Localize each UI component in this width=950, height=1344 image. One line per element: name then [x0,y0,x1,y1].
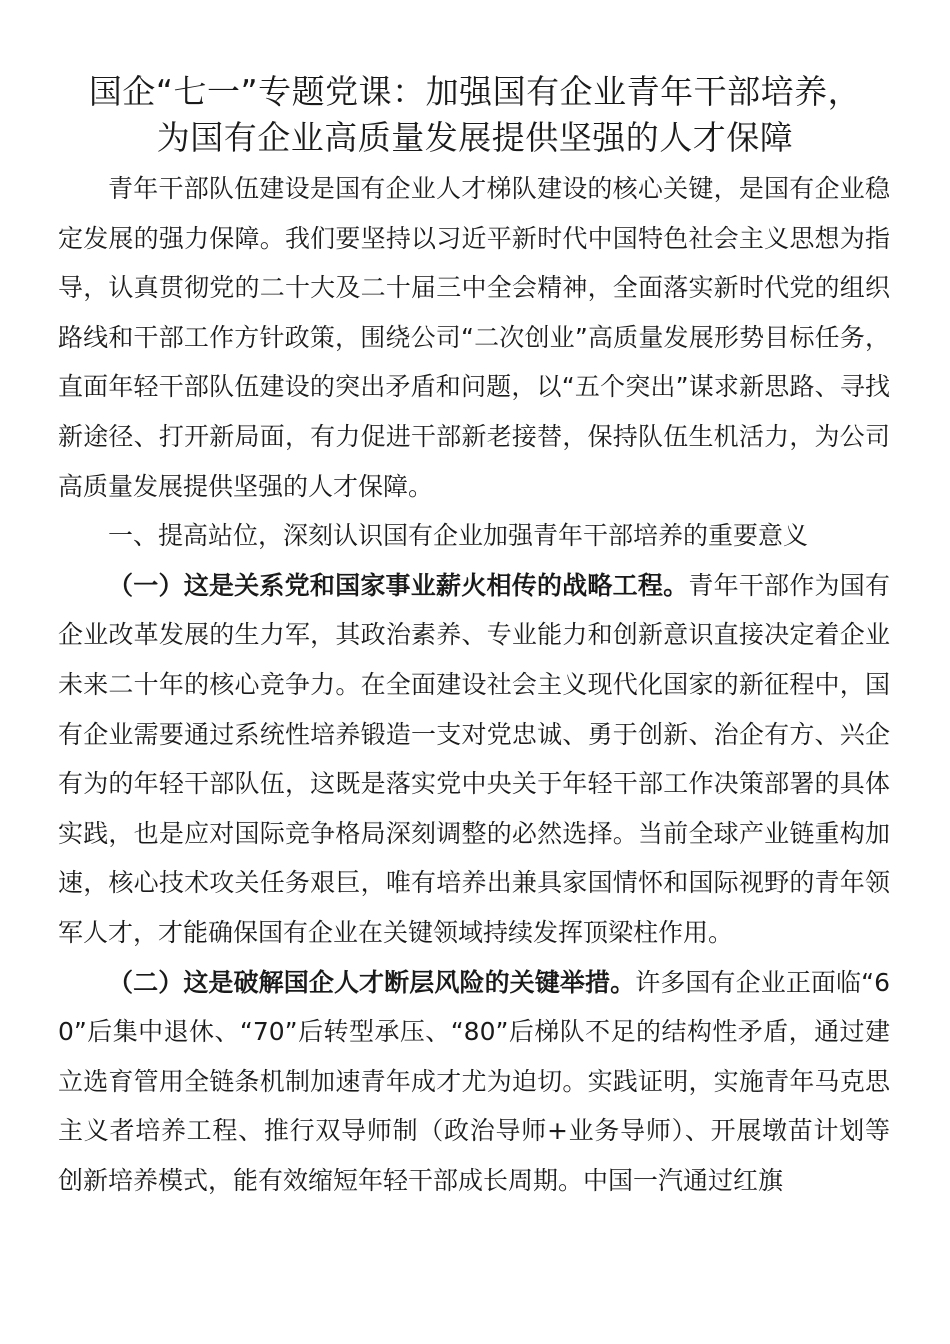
subsection-2-text: 许多国有企业正面临“60”后集中退休、“70”后转型承压、“80”后梯队不足的结构性矛盾，通过建立选育管用全链条机制加速青年成才尤为迫切。实践证明，实施青年马克思主义者培养工程、推行双导师制（政治导师+业务导师）、开展墩苗计划等创新培养模式，能有效缩短年轻干部成长周期。中国一汽通过红旗 [58,967,890,1195]
subsection-1-lead: （一）这是关系党和国家事业薪火相传的战略工程。 [108,570,689,600]
subsection-1-paragraph [58,561,890,958]
document-title-line-2: 为国有企业高质量发展提供坚强的人才保障 [156,118,794,157]
section-1-heading: 一、提高站位，深刻认识国有企业加强青年干部培养的重要意义 [108,521,809,551]
document-body [58,164,890,1205]
subsection-2-paragraph [58,958,890,1206]
document-title-line-1: 国企“七一”专题党课：加强国有企业青年干部培养， [88,72,862,111]
subsection-2-lead: （二）这是破解国企人才断层风险的关键举措。 [108,967,636,997]
intro-paragraph: 青年干部队伍建设是国有企业人才梯队建设的核心关键，是国有企业稳定发展的强力保障。我们要坚持以习近平新时代中国特色社会主义思想为指导，认真贯彻党的二十大及二十届三中全会精神，全面落实新时代党的组织路线和干部工作方针政策，围绕公司“二次创业”高质量发展形势目标任务，直面年轻干部队伍建设的突出矛盾和问题，以“五个突出”谋求新思路、寻找新途径、打开新局面，有力促进干部新老接替，保持队伍生机活力，为公司高质量发展提供坚强的人才保障。 [58,174,890,501]
subsection-1-text: 青年干部作为国有企业改革发展的生力军，其政治素养、专业能力和创新意识直接决定着企业未来二十年的核心竞争力。在全面建设社会主义现代化国家的新征程中，国有企业需要通过系统性培养锻造一支对党忠诚、勇于创新、治企有方、兴企有为的年轻干部队伍，这既是落实党中央关于年轻干部工作决策部署的具体实践，也是应对国际竞争格局深刻调整的必然选择。当前全球产业链重构加速，核心技术攻关任务艰巨，唯有培养出兼具家国情怀和国际视野的青年领军人才，才能确保国有企业在关键领域持续发挥顶梁柱作用。 [58,570,890,947]
